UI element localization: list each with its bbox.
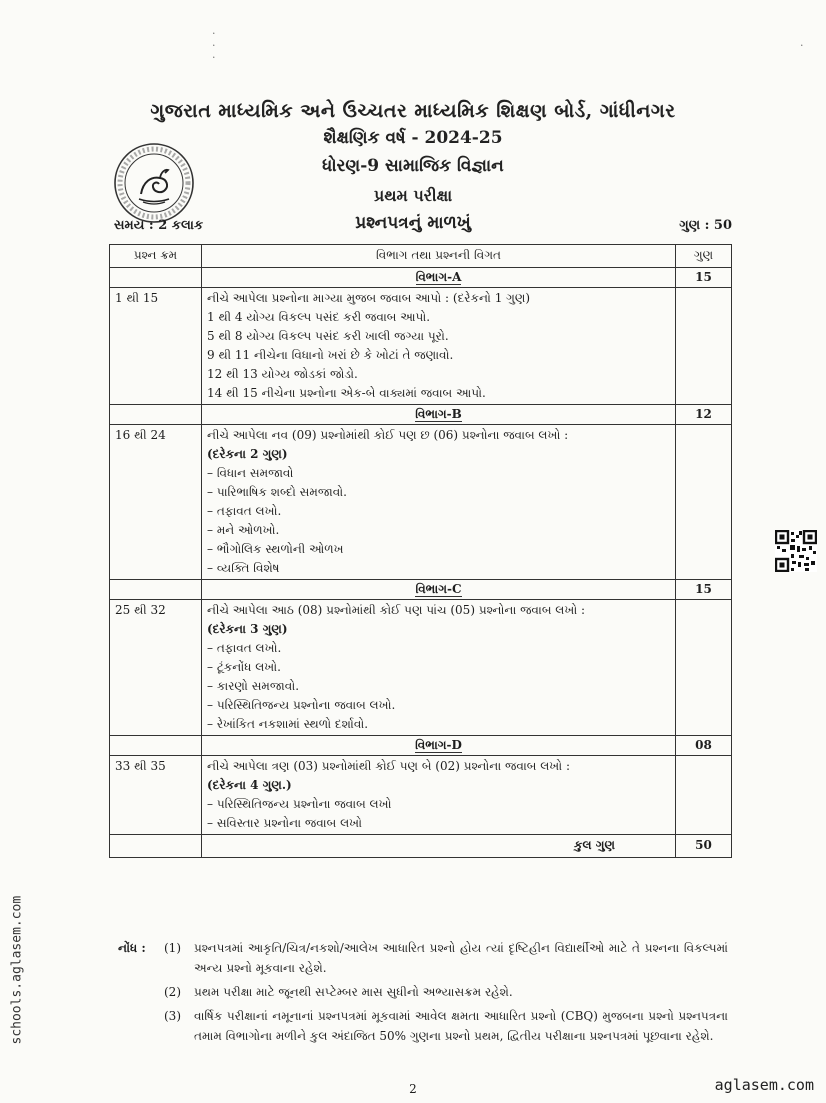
- section-d-line: – પરિસ્થિતિજન્ય પ્રશ્નોના જવાબ લખો: [207, 797, 392, 811]
- total-row: [110, 835, 732, 858]
- blueprint-title: પ્રશ્નપત્રનું માળખું: [355, 213, 471, 233]
- section-b-range: 16 થી 24: [110, 425, 202, 580]
- exam-duration: સમય : 2 કલાક: [114, 218, 204, 233]
- section-a-line: 1 થી 4 યોગ્ય વિકલ્પ પસંદ કરી જવાબ આપો.: [207, 310, 431, 324]
- notes-block: [118, 938, 728, 1050]
- section-c-title-row: [110, 580, 732, 600]
- site-watermark: aglasem.com: [714, 1076, 814, 1094]
- section-b-body-row: [110, 425, 732, 580]
- note-number: (3): [164, 1009, 181, 1023]
- section-a-line: 12 થી 13 યોગ્ય જોડકાં જોડો.: [207, 367, 358, 381]
- note-text: પ્રશ્નપત્રમાં આકૃતિ/ચિત્ર/નકશો/આલેખ આધારિત પ્રશ્નો હોય ત્યાં દૃષ્ટિહીન વિદ્યાર્થીઓ માટે તે પ્રશ્નના વિકલ્પમાં અન્ય પ્રશ્નો મૂકવાના રહેશે.: [194, 941, 728, 975]
- note-number: (1): [164, 941, 181, 955]
- academic-year: શૈક્ષણિક વર્ષ - 2024-25: [323, 128, 503, 148]
- scan-specks: ·: [800, 39, 804, 52]
- section-c-title: વિભાગ-C: [415, 582, 462, 596]
- section-b-title: વિભાગ-B: [415, 407, 462, 421]
- board-name: ગુજરાત માધ્યમિક અને ઉચ્ચતર માધ્યમિક શિક્ષણ બોર્ડ, ગાંધીનગર: [150, 100, 676, 122]
- scan-specks: · · ·: [212, 27, 216, 64]
- section-b-line: – તફાવત લખો.: [207, 504, 282, 518]
- section-b-line: – વ્યક્તિ વિશેષ: [207, 561, 280, 575]
- section-a-line: 5 થી 8 યોગ્ય વિકલ્પ પસંદ કરી ખાલી જગ્યા પૂરો.: [207, 329, 449, 343]
- section-a-marks: 15: [676, 268, 732, 288]
- section-c-line: (દરેકના 3 ગુણ): [207, 622, 288, 636]
- section-b-line: – મને ઓળખો.: [207, 523, 280, 537]
- blueprint-table: [109, 244, 732, 858]
- section-b-line: – પારિભાષિક શબ્દો સમજાવો.: [207, 485, 347, 499]
- section-a-line: નીચે આપેલા પ્રશ્નોના માગ્યા મુજબ જવાબ આપો : (દરેકનો 1 ગુણ): [207, 291, 531, 305]
- section-a-body-row: [110, 288, 732, 405]
- section-d-line: (દરેકના 4 ગુણ.): [207, 778, 292, 792]
- section-b-marks: 12: [676, 405, 732, 425]
- notes-label: નોંધ :: [118, 941, 146, 955]
- section-d-marks: 08: [676, 736, 732, 756]
- section-d-title: વિભાગ-D: [415, 738, 462, 752]
- section-d-line: – સવિસ્તાર પ્રશ્નોના જવાબ લખો: [207, 816, 362, 830]
- section-a-range: 1 થી 15: [110, 288, 202, 405]
- section-d-body-row: [110, 756, 732, 835]
- section-d-range: 33 થી 35: [110, 756, 202, 835]
- section-d-line: નીચે આપેલા ત્રણ (03) પ્રશ્નોમાંથી કોઈ પણ બે (02) પ્રશ્નોના જવાબ લખો :: [207, 759, 570, 773]
- page-number: 2: [409, 1082, 417, 1096]
- note-text: પ્રથમ પરીક્ષા માટે જૂનથી સપ્ટેમ્બર માસ સુધીનો અભ્યાસક્રમ રહેશે.: [194, 985, 513, 999]
- section-b-line: (દરેકના 2 ગુણ): [207, 447, 288, 461]
- section-a-title-row: [110, 268, 732, 288]
- section-c-body-row: [110, 600, 732, 736]
- note-text: વાર્ષિક પરીક્ષાનાં નમૂનાનાં પ્રશ્નપત્રમાં મૂકવામાં આવેલ ક્ષમતા આધારિત પ્રશ્નો (CBQ) મુજબના પ્રશ્નો પ્રશ્નપત્રના તમામ વિભાગોના મળીને કુલ અંદાજિત 50% ગુણના પ્રશ્નો પ્રથમ, દ્વિતીય પરીક્ષાના પ્રશ્નપત્રમાં પૂછવાના રહેશે.: [194, 1009, 728, 1043]
- exam-total-marks: ગુણ : 50: [679, 218, 732, 233]
- board-seal-icon: [113, 142, 195, 224]
- side-watermark: schools.aglasem.com: [9, 895, 25, 1045]
- total-value: 50: [676, 835, 732, 858]
- header-detail: વિભાગ તથા પ્રશ્નની વિગત: [202, 245, 676, 268]
- qr-code-icon: [775, 530, 817, 572]
- section-a-line: 9 થી 11 નીચેના વિધાનો ખરાં છે કે ખોટાં તે જણાવો.: [207, 348, 454, 362]
- section-d-title-row: [110, 736, 732, 756]
- section-b-line: નીચે આપેલા નવ (09) પ્રશ્નોમાંથી કોઈ પણ છ (06) પ્રશ્નોના જવાબ લખો :: [207, 428, 569, 442]
- header-question-no: પ્રશ્ન ક્રમ: [110, 245, 202, 268]
- total-label: કુલ ગુણ: [202, 835, 676, 858]
- section-c-marks: 15: [676, 580, 732, 600]
- section-b-line: – ભૌગોલિક સ્થળોની ઓળખ: [207, 542, 344, 556]
- section-b-title-row: [110, 405, 732, 425]
- section-c-line: – કારણો સમજાવો.: [207, 679, 300, 693]
- note-item: [118, 938, 728, 978]
- subject-title: ધોરણ-9 સામાજિક વિજ્ઞાન: [322, 156, 504, 176]
- section-c-line: નીચે આપેલા આઠ (08) પ્રશ્નોમાંથી કોઈ પણ પાંચ (05) પ્રશ્નોના જવાબ લખો :: [207, 603, 586, 617]
- section-c-range: 25 થી 32: [110, 600, 202, 736]
- section-b-line: – વિધાન સમજાવો: [207, 466, 294, 480]
- table-header-row: [110, 245, 732, 268]
- section-c-line: – રેખાંકિત નકશામાં સ્થળો દર્શાવો.: [207, 717, 369, 731]
- header-marks: ગુણ: [676, 245, 732, 268]
- note-item: [118, 1006, 728, 1046]
- note-item: [118, 982, 728, 1002]
- section-c-line: – તફાવત લખો.: [207, 641, 282, 655]
- section-c-line: – પરિસ્થિતિજન્ય પ્રશ્નોના જવાબ લખો.: [207, 698, 396, 712]
- section-c-line: – ટૂંકનોંધ લખો.: [207, 660, 281, 674]
- section-a-title: વિભાગ-A: [415, 270, 462, 284]
- exam-title: પ્રથમ પરીક્ષા: [373, 186, 453, 205]
- section-a-line: 14 થી 15 નીચેના પ્રશ્નોના એક-બે વાક્યમાં જવાબ આપો.: [207, 386, 486, 400]
- note-number: (2): [164, 985, 181, 999]
